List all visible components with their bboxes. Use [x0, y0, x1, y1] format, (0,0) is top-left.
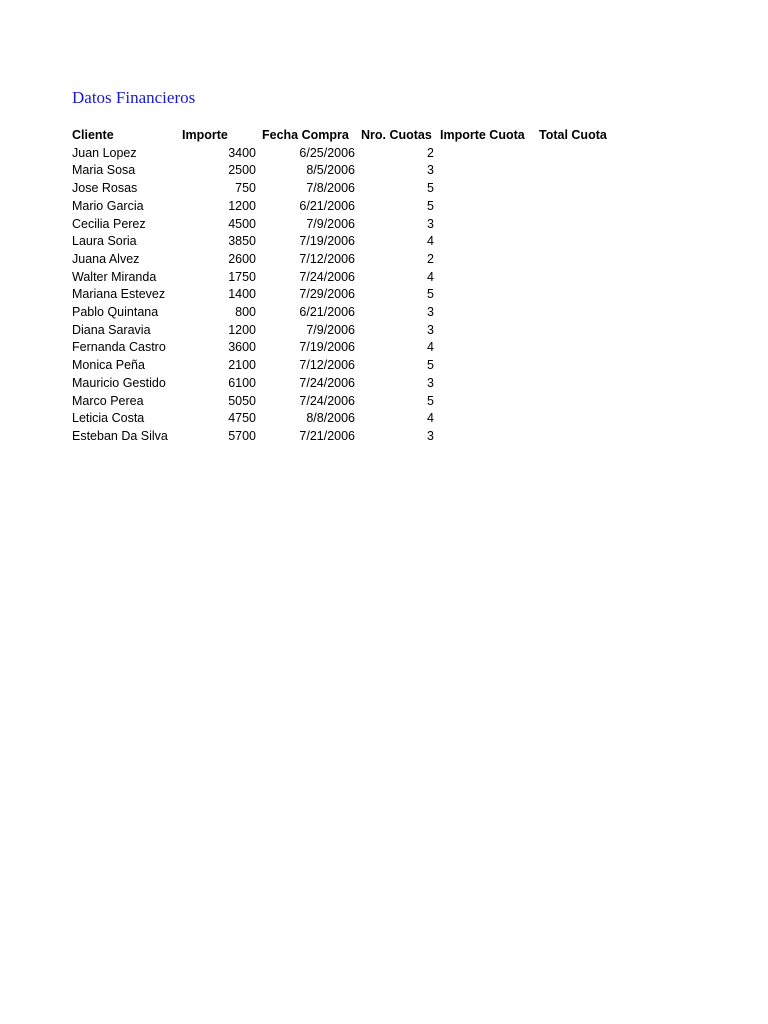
- cell-importe[interactable]: 2600: [228, 251, 256, 266]
- cell-total-cuota[interactable]: [533, 198, 623, 216]
- table-row: [72, 410, 623, 428]
- table-row: [72, 286, 623, 304]
- cell-importe-cuota[interactable]: [434, 216, 533, 234]
- cell-importe-cuota[interactable]: [434, 339, 533, 357]
- table-row: [72, 322, 623, 340]
- cell-cliente[interactable]: Juan Lopez: [72, 145, 137, 160]
- cell-importe-cuota[interactable]: [434, 322, 533, 340]
- cell-cliente[interactable]: Maria Sosa: [72, 163, 136, 178]
- cell-importe-cuota[interactable]: [434, 251, 533, 269]
- table-row: [72, 233, 623, 251]
- cell-fecha-compra[interactable]: 7/9/2006: [306, 216, 355, 231]
- table-row: [72, 198, 623, 216]
- cell-importe[interactable]: 3400: [228, 145, 256, 160]
- cell-total-cuota[interactable]: [533, 339, 623, 357]
- cell-importe-cuota[interactable]: [434, 198, 533, 216]
- cell-cliente[interactable]: Marco Perea: [72, 393, 144, 408]
- header-importe[interactable]: Importe: [182, 128, 228, 142]
- cell-total-cuota[interactable]: [533, 180, 623, 198]
- cell-nro-cuotas[interactable]: 4: [427, 411, 434, 426]
- table-row: [72, 145, 623, 163]
- table-row: [72, 216, 623, 234]
- cell-total-cuota[interactable]: [533, 162, 623, 180]
- cell-importe[interactable]: 3850: [228, 234, 256, 249]
- cell-importe[interactable]: 4500: [228, 216, 256, 231]
- cell-fecha-compra[interactable]: 7/21/2006: [299, 428, 355, 443]
- cell-nro-cuotas[interactable]: 5: [427, 181, 434, 196]
- cell-total-cuota[interactable]: [533, 233, 623, 251]
- cell-total-cuota[interactable]: [533, 357, 623, 375]
- cell-nro-cuotas[interactable]: 3: [427, 216, 434, 231]
- cell-total-cuota[interactable]: [533, 304, 623, 322]
- table-row: [72, 304, 623, 322]
- cell-importe[interactable]: 2100: [228, 358, 256, 373]
- cell-importe[interactable]: 3600: [228, 340, 256, 355]
- sheet-title: Datos Financieros: [72, 88, 196, 107]
- cell-cliente[interactable]: Fernanda Castro: [72, 340, 166, 355]
- cell-nro-cuotas[interactable]: 2: [427, 251, 434, 266]
- cell-total-cuota[interactable]: [533, 251, 623, 269]
- cell-importe[interactable]: 5700: [228, 428, 256, 443]
- cell-nro-cuotas[interactable]: 5: [427, 287, 434, 302]
- cell-importe-cuota[interactable]: [434, 410, 533, 428]
- cell-nro-cuotas[interactable]: 2: [427, 145, 434, 160]
- cell-fecha-compra[interactable]: 7/24/2006: [299, 375, 355, 390]
- cell-cliente[interactable]: Leticia Costa: [72, 411, 145, 426]
- cell-fecha-compra[interactable]: 7/29/2006: [299, 287, 355, 302]
- cell-importe[interactable]: 800: [235, 305, 256, 320]
- cell-nro-cuotas[interactable]: 3: [427, 428, 434, 443]
- cell-fecha-compra[interactable]: 6/21/2006: [299, 198, 355, 213]
- cell-nro-cuotas[interactable]: 5: [427, 198, 434, 213]
- cell-importe[interactable]: 5050: [228, 393, 256, 408]
- cell-nro-cuotas[interactable]: 4: [427, 234, 434, 249]
- cell-nro-cuotas[interactable]: 5: [427, 358, 434, 373]
- table-row: [72, 251, 623, 269]
- header-fecha-compra[interactable]: Fecha Compra: [262, 128, 349, 142]
- cell-fecha-compra[interactable]: 6/21/2006: [299, 305, 355, 320]
- cell-importe-cuota[interactable]: [434, 180, 533, 198]
- spreadsheet: [72, 86, 623, 446]
- cell-fecha-compra[interactable]: 8/5/2006: [306, 163, 355, 178]
- cell-nro-cuotas[interactable]: 3: [427, 163, 434, 178]
- cell-importe-cuota[interactable]: [434, 145, 533, 163]
- cell-importe-cuota[interactable]: [434, 233, 533, 251]
- table-body: [72, 145, 623, 446]
- cell-total-cuota[interactable]: [533, 216, 623, 234]
- table-row: [72, 180, 623, 198]
- cell-importe[interactable]: 1400: [228, 287, 256, 302]
- header-cliente[interactable]: Cliente: [72, 128, 114, 142]
- cell-cliente[interactable]: Mauricio Gestido: [72, 375, 166, 390]
- cell-cliente[interactable]: Mario Garcia: [72, 198, 144, 213]
- cell-cliente[interactable]: Monica Peña: [72, 358, 145, 373]
- cell-nro-cuotas[interactable]: 3: [427, 305, 434, 320]
- cell-importe[interactable]: 1200: [228, 322, 256, 337]
- cell-fecha-compra[interactable]: 7/24/2006: [299, 269, 355, 284]
- header-importe-cuota[interactable]: Importe Cuota: [440, 128, 525, 142]
- cell-importe[interactable]: 4750: [228, 411, 256, 426]
- cell-total-cuota[interactable]: [533, 269, 623, 287]
- cell-importe[interactable]: 2500: [228, 163, 256, 178]
- cell-cliente[interactable]: Cecilia Perez: [72, 216, 146, 231]
- header-total-cuota[interactable]: Total Cuota: [539, 128, 607, 142]
- table-row: [72, 357, 623, 375]
- cell-cliente[interactable]: Esteban Da Silva: [72, 428, 168, 443]
- cell-total-cuota[interactable]: [533, 286, 623, 304]
- table-row: [72, 339, 623, 357]
- cell-cliente[interactable]: Juana Alvez: [72, 251, 140, 266]
- cell-importe[interactable]: 1200: [228, 198, 256, 213]
- cell-importe-cuota[interactable]: [434, 393, 533, 411]
- cell-cliente[interactable]: Laura Soria: [72, 234, 137, 249]
- cell-cliente[interactable]: Diana Saravia: [72, 322, 151, 337]
- cell-nro-cuotas[interactable]: 4: [427, 340, 434, 355]
- cell-importe[interactable]: 6100: [228, 375, 256, 390]
- cell-importe-cuota[interactable]: [434, 375, 533, 393]
- cell-total-cuota[interactable]: [533, 375, 623, 393]
- cell-importe-cuota[interactable]: [434, 269, 533, 287]
- cell-total-cuota[interactable]: [533, 145, 623, 163]
- cell-nro-cuotas[interactable]: 5: [427, 393, 434, 408]
- cell-cliente[interactable]: Pablo Quintana: [72, 305, 159, 320]
- cell-importe-cuota[interactable]: [434, 286, 533, 304]
- header-row: [72, 127, 623, 145]
- cell-cliente[interactable]: Mariana Estevez: [72, 287, 166, 302]
- cell-total-cuota[interactable]: [533, 428, 623, 446]
- table-row: [72, 393, 623, 411]
- cell-fecha-compra[interactable]: 7/8/2006: [306, 181, 355, 196]
- cell-fecha-compra[interactable]: 8/8/2006: [306, 411, 355, 426]
- cell-importe-cuota[interactable]: [434, 357, 533, 375]
- cell-cliente[interactable]: Walter Miranda: [72, 269, 157, 284]
- header-nro-cuotas[interactable]: Nro. Cuotas: [361, 128, 432, 142]
- cell-fecha-compra[interactable]: 7/19/2006: [299, 234, 355, 249]
- cell-importe-cuota[interactable]: [434, 162, 533, 180]
- cell-fecha-compra[interactable]: 7/9/2006: [306, 322, 355, 337]
- cell-nro-cuotas[interactable]: 3: [427, 322, 434, 337]
- table-row: [72, 269, 623, 287]
- cell-importe[interactable]: 750: [235, 181, 256, 196]
- cell-nro-cuotas[interactable]: 4: [427, 269, 434, 284]
- cell-importe[interactable]: 1750: [228, 269, 256, 284]
- cell-importe-cuota[interactable]: [434, 428, 533, 446]
- table-row: [72, 162, 623, 180]
- table-row: [72, 375, 623, 393]
- cell-fecha-compra[interactable]: 7/19/2006: [299, 340, 355, 355]
- cell-nro-cuotas[interactable]: 3: [427, 375, 434, 390]
- cell-fecha-compra[interactable]: 7/12/2006: [299, 358, 355, 373]
- cell-fecha-compra[interactable]: 6/25/2006: [299, 145, 355, 160]
- cell-total-cuota[interactable]: [533, 322, 623, 340]
- cell-importe-cuota[interactable]: [434, 304, 533, 322]
- cell-fecha-compra[interactable]: 7/12/2006: [299, 251, 355, 266]
- financial-data-table: [72, 127, 623, 446]
- table-row: [72, 428, 623, 446]
- cell-cliente[interactable]: Jose Rosas: [72, 181, 138, 196]
- cell-fecha-compra[interactable]: 7/24/2006: [299, 393, 355, 408]
- cell-total-cuota[interactable]: [533, 393, 623, 411]
- cell-total-cuota[interactable]: [533, 410, 623, 428]
